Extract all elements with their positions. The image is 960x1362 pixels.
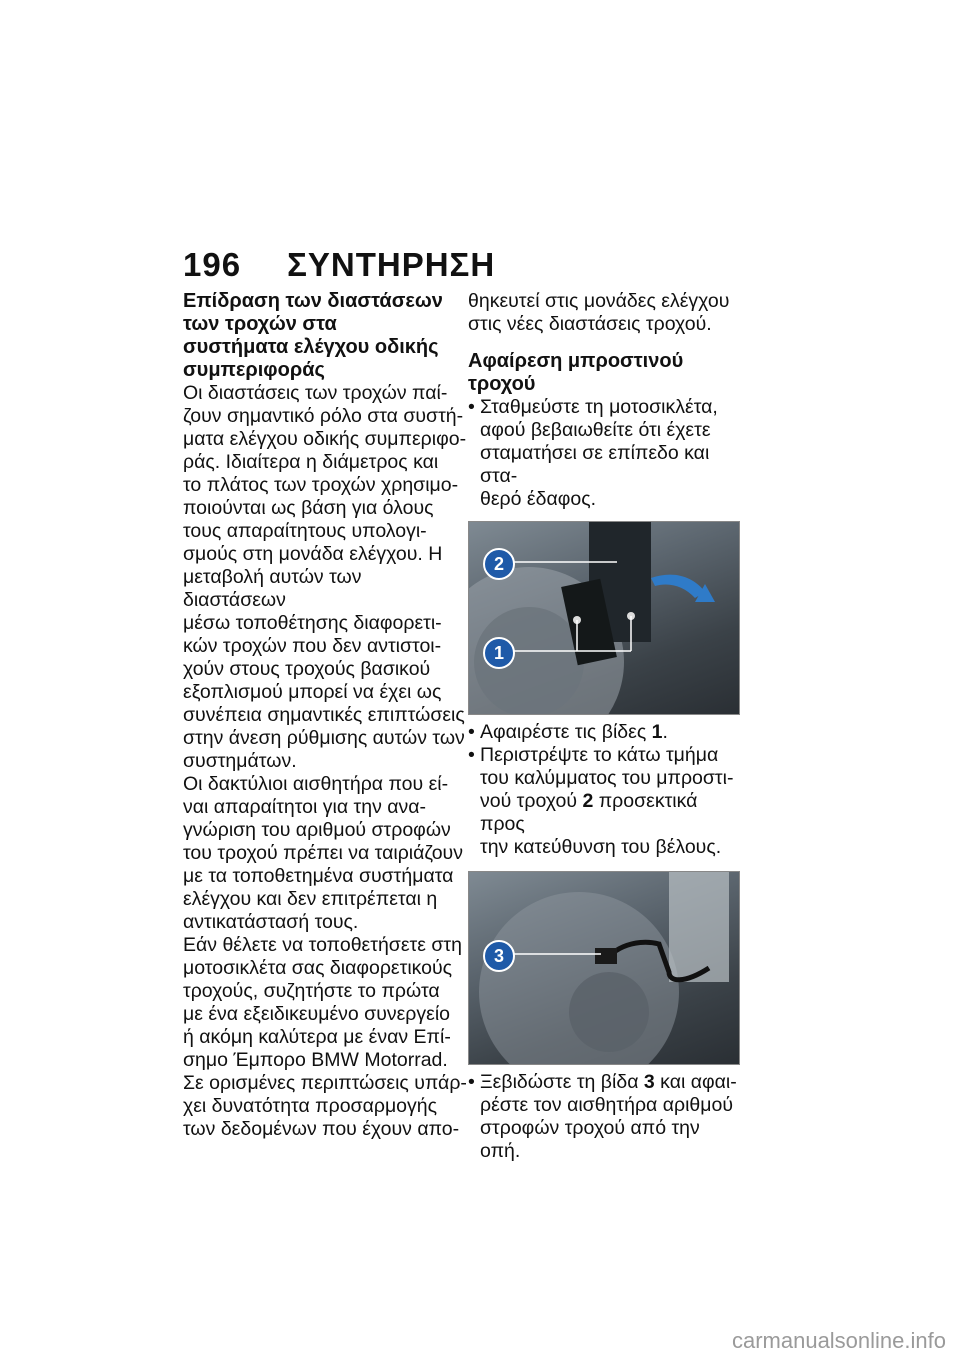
- instruction-remove-sensor: [468, 1071, 740, 1163]
- right-column: [468, 290, 740, 1163]
- text-line: συνέπεια σημαντικές επιπτώσεις: [183, 704, 465, 726]
- text-line: ελέγχου και δεν επιτρέπεται η: [183, 888, 438, 910]
- photo-wheel-cover-screws: [468, 521, 740, 715]
- text-line: με τα τοποθετημένα συστήματα: [183, 865, 454, 887]
- text-line: ράς. Ιδιαίτερα η διάμετρος και: [183, 451, 439, 473]
- text-line: • Σταθμεύστε τη μοτοσικλέτα,: [480, 396, 718, 418]
- text-line: ή ακόμη καλύτερα με έναν Επί-: [183, 1026, 451, 1048]
- text-line: Οι δακτύλιοι αισθητήρα που εί-: [183, 773, 449, 795]
- text-line: τροχούς, συζητήστε το πρώτα: [183, 980, 440, 1002]
- text-line: ναι απαραίτητοι για την ανα-: [183, 796, 427, 818]
- instruction-remove-screws: [468, 721, 740, 744]
- reference-number: 2: [582, 790, 594, 812]
- callout-badge: 1: [483, 637, 515, 669]
- heading-line: Αφαίρεση μπροστινού: [468, 350, 684, 372]
- text-line: εξοπλισμού μπορεί να έχει ως: [183, 681, 442, 703]
- photo-speed-sensor: [468, 871, 740, 1065]
- paragraph-sensor-rings: [183, 773, 468, 934]
- text-line: σμούς στη μονάδα ελέγχου. Η: [183, 543, 443, 565]
- text-line: ποιούνται ως βάση για όλους: [183, 497, 434, 519]
- heading-line: Επίδραση των διαστάσεων: [183, 290, 443, 312]
- paragraph-dimensions: [183, 382, 468, 773]
- heading-line: των τροχών στα: [183, 313, 337, 335]
- page-number: 196: [183, 246, 242, 283]
- text-line: συστημάτων.: [183, 750, 297, 772]
- text-line: του τροχού πρέπει να ταιριάζουν: [183, 842, 463, 864]
- paragraph-continuation: [468, 290, 740, 336]
- text-line: αντικατάστασή τους.: [183, 911, 359, 933]
- heading-line: συμπεριφοράς: [183, 359, 325, 381]
- text-segment: Αφαιρέστε τις βίδες: [480, 721, 652, 743]
- text-line: σταματήσει σε επίπεδο και στα-: [480, 442, 710, 487]
- reference-number: 3: [643, 1071, 655, 1093]
- section-heading-front-wheel-removal: [468, 350, 740, 396]
- callout-badge: 2: [483, 548, 515, 580]
- text-line: Εάν θέλετε να τοποθετήσετε στη: [183, 934, 462, 956]
- heading-line: τροχού: [468, 373, 536, 395]
- text-line: χει δυνατότητα προσαρμογής: [183, 1095, 438, 1117]
- text-line: στροφών τροχού από την οπή.: [480, 1117, 700, 1162]
- text-line: μοτοσικλέτα σας διαφορετικούς: [183, 957, 453, 979]
- paragraph-different-wheels: [183, 934, 468, 1141]
- callout-badge: 3: [483, 940, 515, 972]
- text-line: ρέστε τον αισθητήρα αριθμού: [480, 1094, 734, 1116]
- text-line: την κατεύθυνση του βέλους.: [480, 836, 722, 858]
- text-line: αφού βεβαιωθείτε ότι έχετε: [480, 419, 711, 441]
- text-line: στις νέες διαστάσεις τροχού.: [468, 313, 712, 335]
- page-header: [183, 246, 495, 284]
- text-line: κών τροχών που δεν αντιστοι-: [183, 635, 442, 657]
- instruction-rotate-cover: [468, 744, 740, 859]
- text-segment: νού τροχού: [480, 790, 583, 812]
- text-line: ματα ελέγχου οδικής συμπεριφο-: [183, 428, 467, 450]
- text-line: • Περιστρέψτε το κάτω τμήμα: [480, 744, 719, 766]
- text-line: γνώριση του αριθμού στροφών: [183, 819, 451, 841]
- text-line: μεταβολή αυτών των διαστάσεων: [183, 566, 362, 611]
- text-segment: Ξεβιδώστε τη βίδα: [480, 1071, 644, 1093]
- text-line: Σε ορισμένες περιπτώσεις υπάρ-: [183, 1072, 467, 1094]
- text-line: χούν στους τροχούς βασικού: [183, 658, 431, 680]
- text-line: το πλάτος των τροχών χρησιμο-: [183, 474, 459, 496]
- text-segment: .: [662, 721, 668, 743]
- text-line: του καλύμματος του μπροστι-: [480, 767, 734, 789]
- text-line: των δεδομένων που έχουν απο-: [183, 1118, 460, 1140]
- section-heading-wheel-dimensions: [183, 290, 468, 382]
- text-line: στην άνεση ρύθμισης αυτών των: [183, 727, 465, 749]
- text-line: με ένα εξειδικευμένο συνεργείο: [183, 1003, 451, 1025]
- text-segment: προσεκτικά προς: [480, 790, 698, 835]
- text-line: θηκευτεί στις μονάδες ελέγχου: [468, 290, 730, 312]
- text-line: Οι διαστάσεις των τροχών παί-: [183, 382, 448, 404]
- text-line: τους απαραίτητους υπολογι-: [183, 520, 427, 542]
- text-line: [480, 790, 740, 836]
- text-segment: και αφαι-: [654, 1071, 737, 1093]
- text-line: ζουν σημαντικό ρόλο στα συστή-: [183, 405, 464, 427]
- reference-number: 1: [651, 721, 663, 743]
- page-title: ΣΥΝΤΗΡΗΣΗ: [287, 246, 496, 283]
- left-column: [183, 290, 468, 1141]
- photo-illustration: [469, 522, 739, 714]
- heading-line: συστήματα ελέγχου οδικής: [183, 336, 439, 358]
- text-line: μέσω τοποθέτησης διαφορετι-: [183, 612, 442, 634]
- watermark: carmanualsonline.info: [731, 1328, 946, 1353]
- text-line: θερό έδαφος.: [480, 488, 597, 510]
- instruction-park-motorcycle: [468, 396, 740, 511]
- text-line: [480, 1071, 740, 1094]
- text-line: σημο Έμπορο BMW Motorrad.: [183, 1049, 448, 1071]
